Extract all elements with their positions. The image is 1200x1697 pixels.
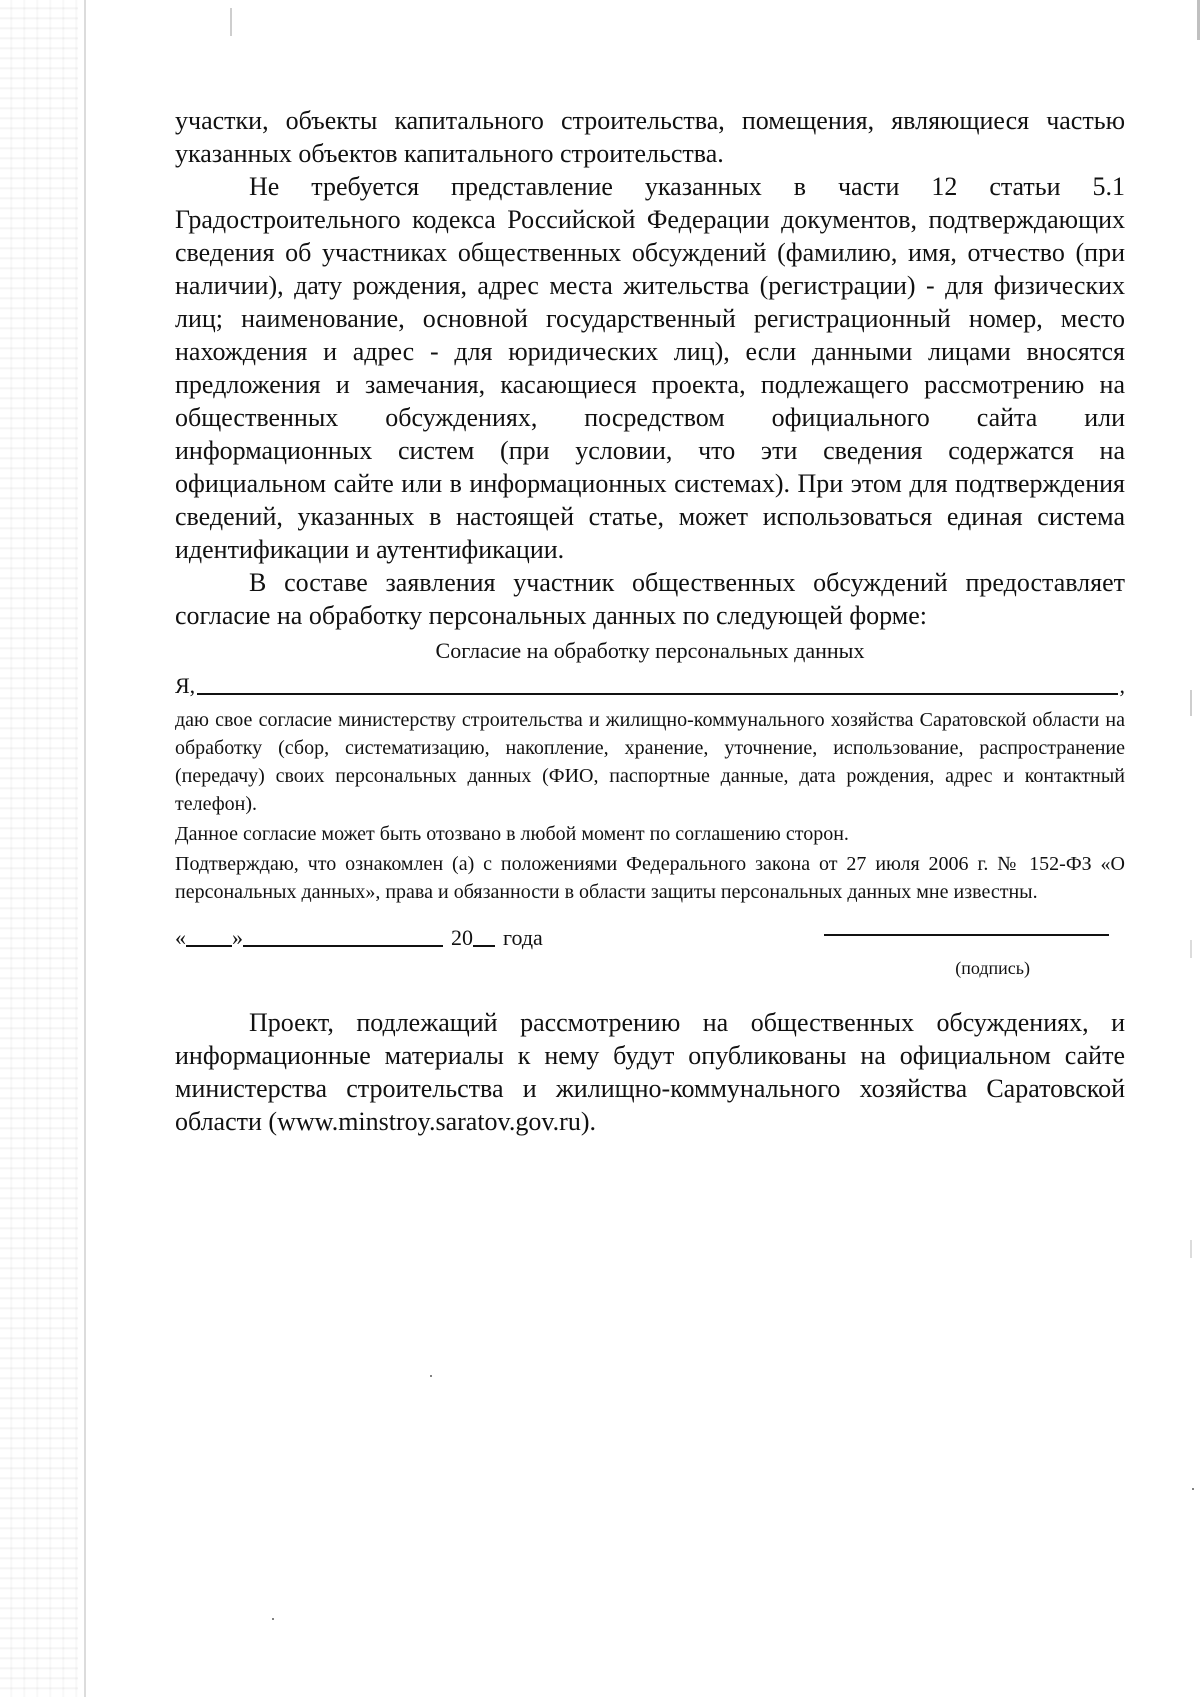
consent-name-prefix: Я, (175, 673, 196, 698)
scan-artifact-dot (430, 1375, 432, 1377)
year-suffix: года (503, 925, 543, 950)
consent-text-2: Данное согласие может быть отозвано в любой момент по соглашению сторон. (175, 823, 849, 845)
month-blank-line (243, 945, 443, 947)
scan-left-edge (0, 0, 78, 1697)
final-section (175, 1006, 1125, 1138)
scan-artifact-line (1190, 940, 1192, 958)
date-signature-row (175, 918, 1125, 978)
day-blank-line (186, 945, 232, 947)
date-close-quote: » (232, 925, 243, 950)
consent-name-line (175, 674, 1125, 698)
consent-name-suffix: , (1119, 673, 1125, 698)
date-fields (175, 926, 543, 950)
signature-blank-line (824, 934, 1109, 936)
scan-artifact-line (1190, 690, 1192, 716)
consent-text-1: даю свое согласие министерству строительства и жилищно-коммунального хозяйства Саратовской области на обработку (сбор, систематизацию, накопление, хранение, уточнение, использование, распространение (передачу) своих персональных данных (ФИО, паспортные данные, дата рождения, адрес и контактный телефон). (175, 709, 1125, 815)
consent-text-3: Подтверждаю, что ознакомлен (а) с положениями Федерального закона от 27 июля 2006 г. № 152-ФЗ «О персональных данных», права и обязанности в области защиты персональных данных мне известны. (175, 853, 1125, 903)
year-blank-line (473, 945, 495, 947)
consent-form-title: Согласие на обработку персональных данных (435, 638, 865, 663)
document-body (175, 104, 1125, 1138)
year-prefix: 20 (451, 925, 473, 950)
paragraph-documents-not-required: Не требуется представление указанных в части 12 статьи 5.1 Градостроительного кодекса Российской Федерации документов, подтверждающих сведения об участниках общественных обсуждений (фамилию, имя, отчество (при наличии), дату рождения, адрес места жительства (регистрации) - для физических лиц; наименование, основной государственный регистрационный номер, место нахождения и адрес - для юридических лиц), если данными лицами вносятся предложения и замечания, касающиеся проекта, подлежащего рассмотрению на общественных обсуждениях, посредством официального сайта или информационных систем (при условии, что эти сведения содержатся на официальном сайте или в информационных системах). При этом для подтверждения сведений, указанных в настоящей статье, может использоваться единая система идентификации и аутентификации. (175, 172, 1125, 564)
signature-caption: (подпись) (955, 958, 1030, 978)
scan-artifact-line (1190, 1240, 1192, 1258)
name-blank-line (197, 693, 1117, 695)
paragraph-continuation: участки, объекты капитального строительства, помещения, являющиеся частью указанных объектов капитального строительства. (175, 106, 1125, 168)
scan-artifact-line (230, 8, 232, 36)
paragraph-consent-intro: В составе заявления участник общественных обсуждений предоставляет согласие на обработку персональных данных по следующей форме: (175, 568, 1125, 630)
scan-artifact-dot (1192, 1488, 1194, 1490)
paragraph-publication-notice: Проект, подлежащий рассмотрению на общественных обсуждениях, и информационные материалы к нему будут опубликованы на официальном сайте министерства строительства и жилищно-коммунального хозяйства Саратовской области (www.minstroy.saratov.gov.ru). (175, 1008, 1125, 1136)
scan-artifact-dot (272, 1618, 274, 1620)
scan-artifact-line (84, 0, 86, 1697)
date-open-quote: « (175, 925, 186, 950)
